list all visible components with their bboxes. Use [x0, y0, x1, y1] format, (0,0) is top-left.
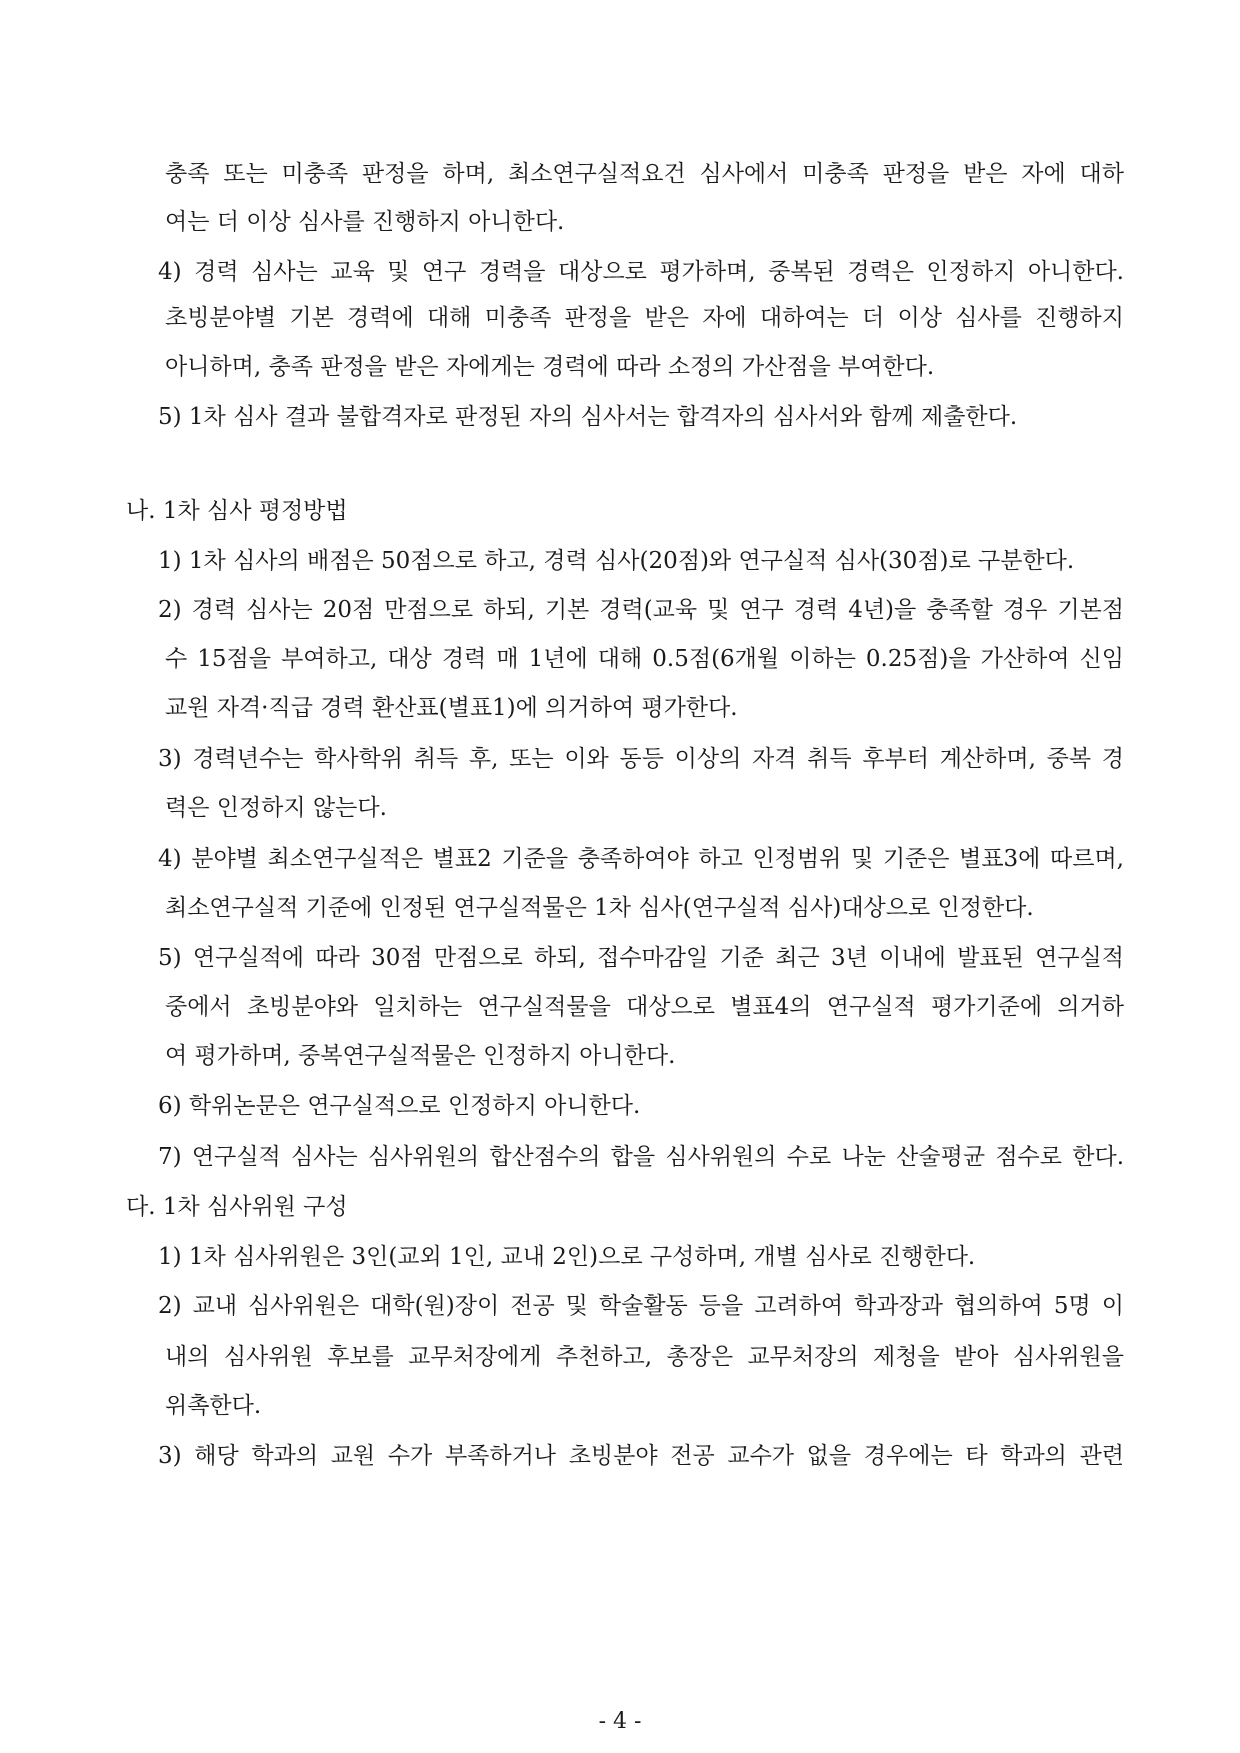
- paragraph-line: 최소연구실적 기준에 인정된 연구실적물은 1차 심사(연구실적 심사)대상으로 인정한다.: [165, 895, 1034, 921]
- list-item-6: 6) 학위논문은 연구실적으로 인정하지 아니한다.: [158, 1093, 641, 1119]
- paragraph-line: 여 평가하며, 중복연구실적물은 인정하지 아니한다.: [165, 1043, 676, 1069]
- list-item-3: 3) 해당 학과의 교원 수가 부족하거나 초빙분야 전공 교수가 없을 경우에는 타 학과의 관련: [158, 1443, 1124, 1469]
- paragraph-line: 아니하며, 충족 판정을 받은 자에게는 경력에 따라 소정의 가산점을 부여한다.: [165, 354, 935, 380]
- paragraph-line: 충족 또는 미충족 판정을 하며, 최소연구실적요건 심사에서 미충족 판정을 받은 자에 대하: [165, 161, 1124, 187]
- page-number: - 4 -: [598, 1709, 642, 1734]
- paragraph-line: 여는 더 이상 심사를 진행하지 아니한다.: [165, 209, 565, 235]
- paragraph-line: 내의 심사위원 후보를 교무처장에게 추천하고, 총장은 교무처장의 제청을 받아 심사위원을: [165, 1344, 1124, 1370]
- list-item-5: 5) 1차 심사 결과 불합격자로 판정된 자의 심사서는 합격자의 심사서와 함께 제출한다.: [158, 404, 1018, 430]
- paragraph-line: 력은 인정하지 않는다.: [165, 795, 387, 821]
- section-heading-b: 나. 1차 심사 평정방법: [126, 498, 348, 524]
- paragraph-line: 중에서 초빙분야와 일치하는 연구실적물을 대상으로 별표4의 연구실적 평가기준에 의거하: [165, 994, 1124, 1020]
- list-item-2: 2) 경력 심사는 20점 만점으로 하되, 기본 경력(교육 및 연구 경력 4년)을 충족할 경우 기본점: [158, 597, 1124, 623]
- list-item-1: 1) 1차 심사의 배점은 50점으로 하고, 경력 심사(20점)와 연구실적 심사(30점)로 구분한다.: [158, 548, 1075, 574]
- paragraph-line: 위촉한다.: [165, 1393, 262, 1419]
- paragraph-line: 교원 자격·직급 경력 환산표(별표1)에 의거하여 평가한다.: [165, 695, 738, 721]
- list-item-2: 2) 교내 심사위원은 대학(원)장이 전공 및 학술활동 등을 고려하여 학과장과 협의하여 5명 이: [158, 1293, 1124, 1319]
- section-heading-c: 다. 1차 심사위원 구성: [126, 1194, 348, 1220]
- paragraph-line: 초빙분야별 기본 경력에 대해 미충족 판정을 받은 자에 대하여는 더 이상 심사를 진행하지: [165, 305, 1124, 331]
- list-item-1: 1) 1차 심사위원은 3인(교외 1인, 교내 2인)으로 구성하며, 개별 심사로 진행한다.: [158, 1244, 976, 1270]
- list-item-3: 3) 경력년수는 학사학위 취득 후, 또는 이와 동등 이상의 자격 취득 후부터 계산하며, 중복 경: [158, 746, 1124, 772]
- list-item-5: 5) 연구실적에 따라 30점 만점으로 하되, 접수마감일 기준 최근 3년 이내에 발표된 연구실적: [158, 945, 1124, 971]
- list-item-4: 4) 경력 심사는 교육 및 연구 경력을 대상으로 평가하며, 중복된 경력은 인정하지 아니한다.: [158, 259, 1124, 285]
- list-item-4: 4) 분야별 최소연구실적은 별표2 기준을 충족하여야 하고 인정범위 및 기준은 별표3에 따르며,: [158, 846, 1124, 872]
- list-item-7: 7) 연구실적 심사는 심사위원의 합산점수의 합을 심사위원의 수로 나눈 산술평균 점수로 한다.: [158, 1144, 1124, 1170]
- paragraph-line: 수 15점을 부여하고, 대상 경력 매 1년에 대해 0.5점(6개월 이하는 0.25점)을 가산하여 신임: [165, 646, 1124, 672]
